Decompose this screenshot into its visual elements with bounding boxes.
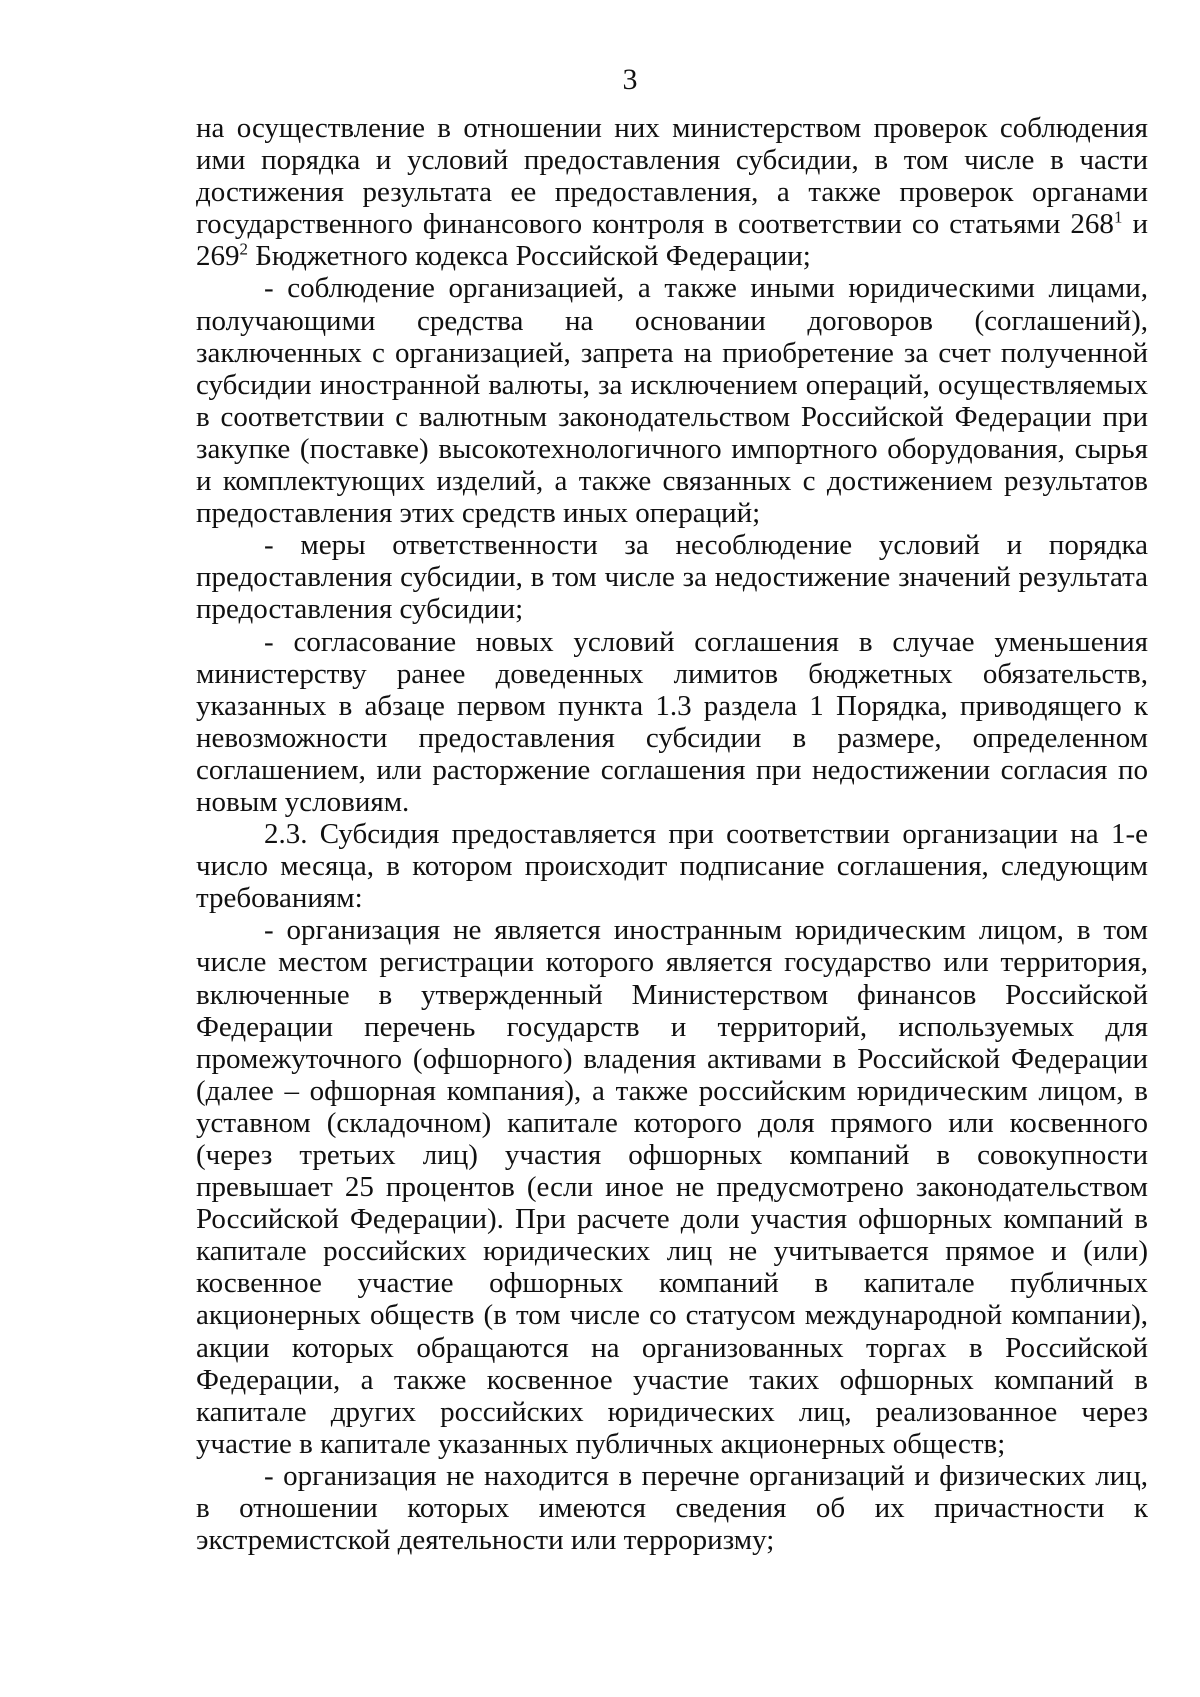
paragraph-currency-prohibition: - соблюдение организацией, а также иными юридическими лицами, получающими средства на основании договоров (соглашений), заключенных с организацией, запрета на приобретение за счет полученной субсидии иностранной валюты, за исключением операций, осуществляемых в соответствии с валютным законодательством Российской Федерации при закупке (поставке) высокотехнологичного импортного оборудования, сырья и комплектующих изделий, а также связанных с достижением результатов предоставления этих средств иных операций; (196, 272, 1148, 530)
paragraph-continuation (196, 112, 1148, 272)
paragraph-offshore-requirement: - организация не является иностранным юридическим лицом, в том числе местом регистрации которого является государство или территория, включенные в утвержденный Министерством финансов Российской Федерации перечень государств и территорий, используемых для промежуточного (офшорного) владения активами в Российской Федерации (далее – офшорная компания), а также российским юридическим лицом, в уставном (складочном) капитале которого доля прямого или косвенного (через третьих лиц) участия офшорных компаний в совокупности превышает 25 процентов (если иное не предусмотрено законодательством Российской Федерации). При расчете доли участия офшорных компаний в капитале российских юридических лиц не учитывается прямое и (или) косвенное участие офшорных компаний в капитале публичных акционерных обществ (в том числе со статусом международной компании), акции которых обращаются на организованных торгах в Российской Федерации, а также косвенное участие таких офшорных компаний в капитале других российских юридических лиц, реализованное через участие в капитале указанных публичных акционерных обществ; (196, 914, 1148, 1460)
paragraph-text-part: на осуществление в отношении них министерством проверок соблюдения ими порядка и условий предоставления субсидии, в том числе в части достижения результата ее предоставления, а также проверок органами государственного финансового контроля в соответствии со статьями 268 (196, 112, 1148, 241)
page-number: 3 (622, 63, 638, 96)
paragraph-text-part: Бюджетного кодекса Российской Федерации; (248, 240, 811, 273)
paragraph-new-conditions: - согласование новых условий соглашения в случае уменьшения министерству ранее доведенных лимитов бюджетных обязательств, указанных в абзаце первом пункта 1.3 раздела 1 Порядка, приводящего к невозможности предоставления субсидии в размере, определенном соглашением, или расторжение соглашения при недостижении согласия по новым условиям. (196, 625, 1148, 818)
superscript-1: 1 (1113, 207, 1123, 227)
paragraph-section-2-3: 2.3. Субсидия предоставляется при соответствии организации на 1-е число месяца, в котором происходит подписание соглашения, следующим требованиям: (196, 818, 1148, 915)
paragraph-text-part: и 269 (196, 208, 1148, 273)
paragraph-extremism-requirement: - организация не находится в перечне организаций и физических лиц, в отношении которых имеются сведения об их причастности к экстремистской деятельности или терроризму; (196, 1459, 1148, 1557)
superscript-2: 2 (239, 239, 248, 259)
paragraph-liability: - меры ответственности за несоблюдение условий и порядка предоставления субсидии, в том числе за недостижение значений результата предоставления субсидии; (196, 529, 1148, 626)
document-body (196, 112, 1148, 1556)
